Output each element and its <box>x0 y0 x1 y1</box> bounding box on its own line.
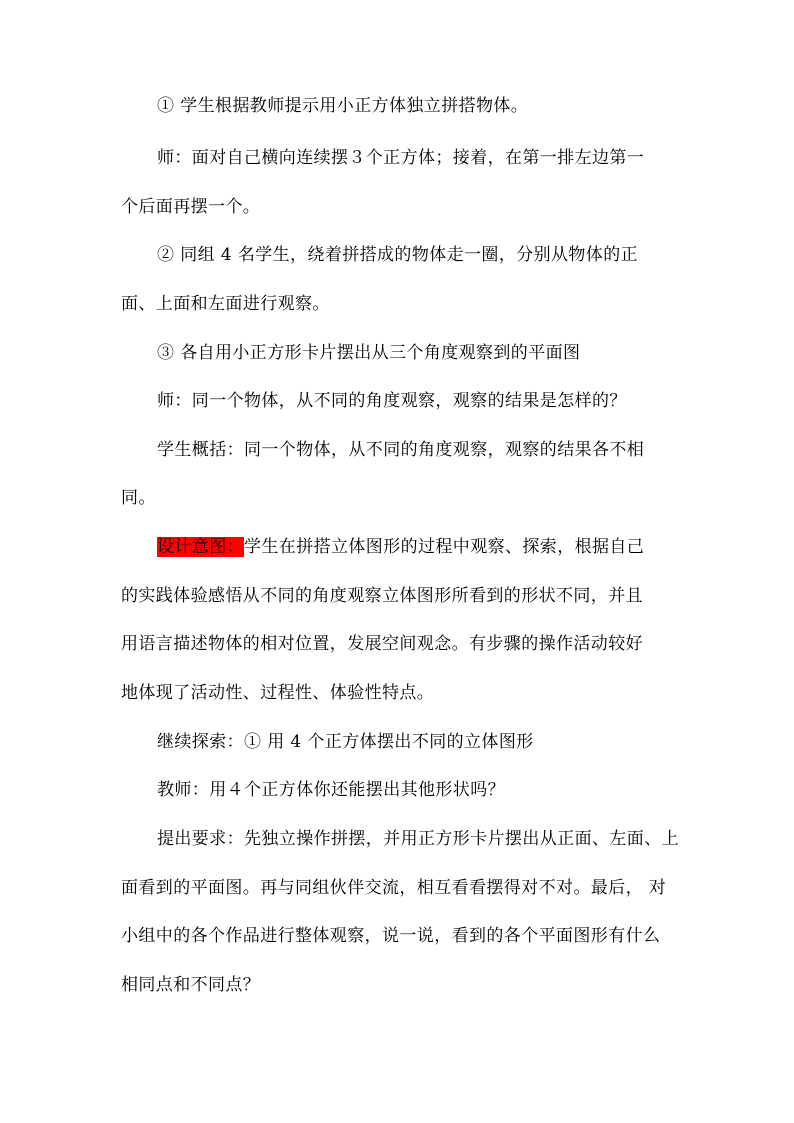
paragraph-design-intent-line4 <box>121 681 693 705</box>
paragraph-design-intent-line3 <box>121 632 693 656</box>
text-line: 用语言描述物体的相对位置，发展空间观念。有步骤的操作活动较好 <box>121 634 643 654</box>
text-line: ① 学生根据教师提示用小正方体独立拼搭物体。 <box>157 96 529 116</box>
paragraph-step1 <box>157 94 693 118</box>
text-line: ② 同组 4 名学生，绕着拼搭成的物体走一圈，分别从物体的正 <box>157 245 639 265</box>
paragraph-step2-line2 <box>121 292 693 316</box>
paragraph-requirements-line3 <box>121 924 693 948</box>
paragraph-requirements-line2 <box>121 876 693 900</box>
text-line: 的实践体验感悟从不同的角度观察立体图形所看到的形状不同，并且 <box>121 586 643 606</box>
design-intent-highlight-label: 设计意图： <box>157 537 244 557</box>
text-line: 学生概括：同一个物体，从不同的角度观察，观察的结果各不相 <box>157 440 645 460</box>
text-line: 提出要求：先独立操作拼摆，并用正方形卡片摆出从正面、左面、上 <box>157 829 679 849</box>
text-line: 个后面再摆一个。 <box>121 197 261 217</box>
paragraph-design-intent-line2 <box>121 584 693 608</box>
text-line: 继续探索：① 用 4 个正方体摆出不同的立体图形 <box>157 732 534 752</box>
paragraph-continue-explore <box>157 730 693 754</box>
text-line: 相同点和不同点？ <box>121 975 261 995</box>
text-line: 地体现了活动性、过程性、体验性特点。 <box>121 683 435 703</box>
text-line: 面看到的平面图。再与同组伙伴交流，相互看看摆得对不对。最后， 对 <box>121 878 667 898</box>
paragraph-step3 <box>157 341 693 365</box>
paragraph-teacher-ask <box>157 778 693 802</box>
text-line: 师：面对自己横向连续摆３个正方体；接着，在第一排左边第一 <box>157 148 645 168</box>
paragraph-step2-line1 <box>157 243 693 267</box>
paragraph-student-summary-line2 <box>121 486 693 510</box>
paragraph-student-summary-line1 <box>157 438 693 462</box>
paragraph-teacher-question <box>157 389 693 413</box>
text-line: 学生在拼搭立体图形的过程中观察、探索，根据自己 <box>244 537 645 557</box>
paragraph-teacher-instruction-line1 <box>157 146 693 170</box>
paragraph-requirements-line1 <box>157 827 693 851</box>
text-line: ③ 各自用小正方形卡片摆出从三个角度观察到的平面图 <box>157 343 581 363</box>
paragraph-requirements-line4 <box>121 973 693 997</box>
text-line: 同。 <box>121 488 156 508</box>
paragraph-design-intent-line1 <box>157 535 693 559</box>
text-line: 面、上面和左面进行观察。 <box>121 294 330 314</box>
text-line: 小组中的各个作品进行整体观察，说一说，看到的各个平面图形有什么 <box>121 926 661 946</box>
text-line: 教师：用４个正方体你还能摆出其他形状吗？ <box>157 780 505 800</box>
text-line: 师：同一个物体，从不同的角度观察，观察的结果是怎样的？ <box>157 391 627 411</box>
paragraph-teacher-instruction-line2 <box>121 195 693 219</box>
